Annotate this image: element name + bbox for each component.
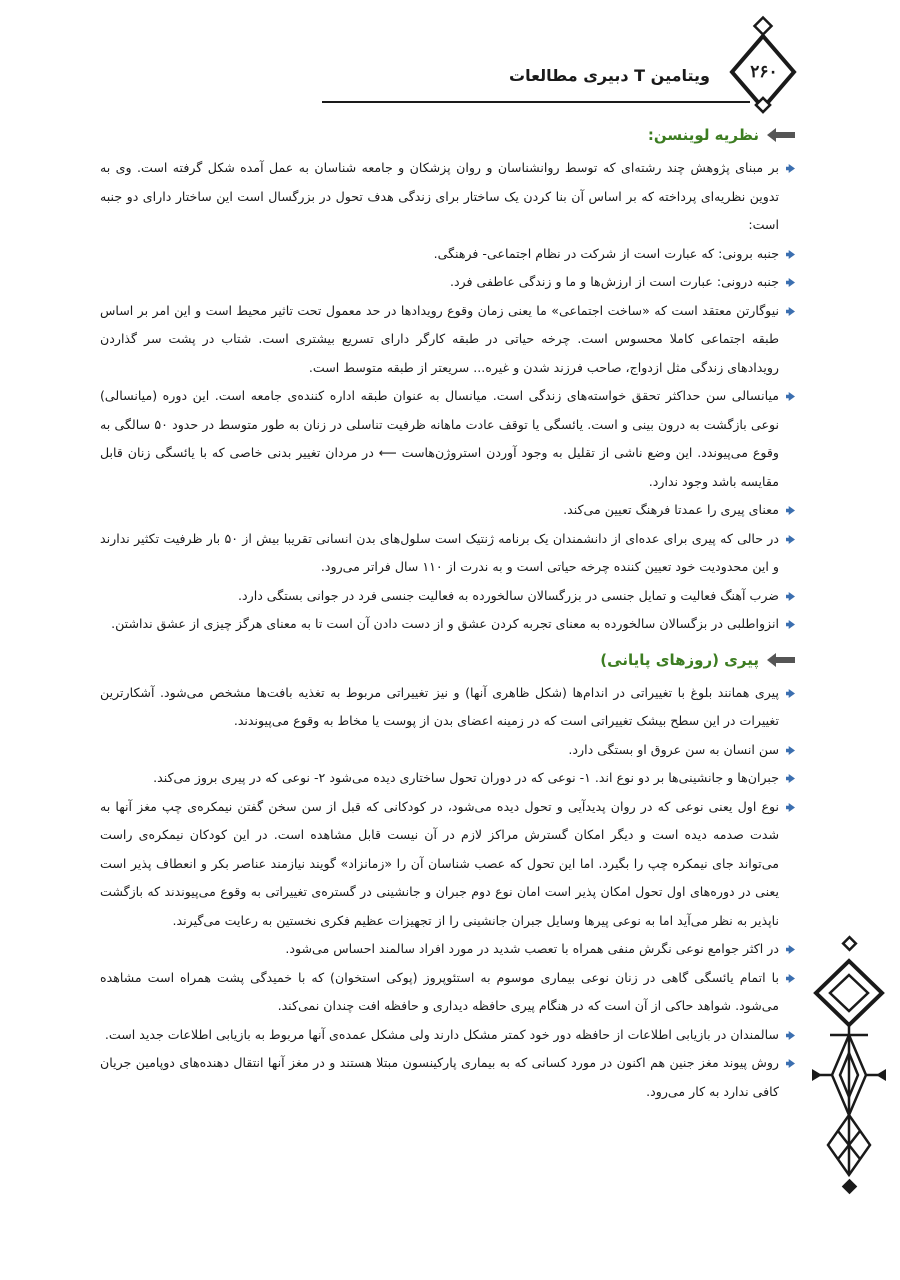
- list-item: در حالی که پیری برای عده‌ای از دانشمندان یک برنامه ژنتیک است سلول‌های بدن انسانی تقریبا بیش از ۵۰ بار ظرفیت تکثیر ندارند و این محدودیت خود تعیین کننده چرخه حیاتی است و به ندرت از ۱۱۰ سال فراتر می‌رود.: [100, 525, 795, 582]
- list-item: با اتمام یائسگی گاهی در زنان نوعی بیماری موسوم به استئوپروز (پوکی استخوان) که با خمیدگی پشت همراه است مشاهده می‌شود. شواهد حاکی از آن است که در هنگام پیری حافظه دیداری و حافظه افت چندان نمی‌کند.: [100, 964, 795, 1021]
- list-item: نوع اول یعنی نوعی که در روان پدیدآیی و تحول دیده می‌شود، در کودکانی که قبل از سن سخن گفتن نیمکره‌ی چپ مغز آنها به شدت صدمه دیده است و دیگر امکان گسترش مراکز لازم در آن نیست قابل مشاهده است. در این کودکان نیمکره‌ی راست می‌تواند جای نیمکره چپ را بگیرد. اما این تحول که عصب شناسان آن را «زمانزاد» گویند نیازمند عناصر بکر و انعطاف پذیر است یعنی در دوره‌های اول تحول امکان پذیر است امان نوع دوم جبران و جانشینی در گستره‌ی تغییراتی به وقوع می‌پیوندند که بازگشت ناپذیر به نظر می‌آید اما به نوعی پیرها وسایل جبران جانشینی را از تجهیزات عظیم فکری نخستین به رعایت می‌گیرند.: [100, 793, 795, 936]
- header-rule: [322, 101, 750, 103]
- list-item: پیری همانند بلوغ با تغییراتی در اندام‌ها (شکل ظاهری آنها) و نیز تغییراتی مربوط به تغذیه بافت‌ها مشخص می‌شود. آشکارترین تغییرات در این سطح بیشک تغییراتی است که در زمینه اعضای بدن از پوست یا مخاط به وقوع می‌پیوندند.: [100, 679, 795, 736]
- bullet-arrow-icon: [786, 250, 795, 259]
- bullet-arrow-icon: [786, 945, 795, 954]
- bullet-arrow-icon: [786, 1031, 795, 1040]
- bullet-arrow-icon: [786, 592, 795, 601]
- arrow-left-icon: [767, 653, 795, 667]
- bullet-arrow-icon: [786, 803, 795, 812]
- list-item: جنبه درونی: عبارت است از ارزش‌ها و ما و زندگی عاطفی فرد.: [100, 268, 795, 297]
- list-item: جنبه برونی: که عبارت است از شرکت در نظام اجتماعی- فرهنگی.: [100, 240, 795, 269]
- list-item: جبران‌ها و جانشینی‌ها بر دو نوع اند. ۱- نوعی که در دوران تحول ساختاری دیده می‌شود ۲- نوعی که در پیری بروز می‌کند.: [100, 764, 795, 793]
- section-old-age: [100, 651, 795, 1107]
- side-geometric-ornament: [808, 935, 890, 1200]
- section-levinson: [100, 126, 795, 639]
- list-item: ضرب آهنگ فعالیت و تمایل جنسی در بزرگسالان سالخورده به فعالیت جنسی فرد در جوانی بستگی دارد.: [100, 582, 795, 611]
- bullet-arrow-icon: [786, 535, 795, 544]
- section-heading: [100, 126, 795, 144]
- bullet-arrow-icon: [786, 278, 795, 287]
- list-item: میانسالی سن حداکثر تحقق خواسته‌های زندگی است. میانسال به عنوان طبقه اداره کننده‌ی جامعه است. این دوره (میانسالی) نوعی بازگشت به درون بینی و است. یائسگی یا توقف عادت ماهانه ظرفیت تناسلی در زنان به طور متوسط در حدود ۵۰ سالگی به وقوع می‌پیوندد. این وضع ناشی از تقلیل به وجود آوردن استروژن‌هاست ⟵ در مردان تغییر بدنی خاصی که با یائسگی زنان قابل مقایسه باشد وجود ندارد.: [100, 382, 795, 496]
- list-item: بر مبنای پژوهش چند رشته‌ای که توسط روانشناسان و روان پزشکان و جامعه شناسان به عمل آمده شکل گرفته است. وی به تدوین نظریه‌ای پرداخته که بر اساس آن بنا کردن یک ساختار برای زندگی هدف تحول در بزرگسال است این ساختار دارای دو جنبه است:: [100, 154, 795, 240]
- bullet-arrow-icon: [786, 974, 795, 983]
- bullet-arrow-icon: [786, 164, 795, 173]
- bullet-arrow-icon: [786, 392, 795, 401]
- list-item: انزواطلبی در بزگسالان سالخورده به معنای تجربه کردن عشق و از دست دادن آن است تا به معنای هرگز چیزی از عشق نداشتن.: [100, 610, 795, 639]
- bullet-arrow-icon: [786, 620, 795, 629]
- section-heading-text: پیری (روزهای پایانی): [600, 650, 759, 669]
- bullet-arrow-icon: [786, 774, 795, 783]
- list-item: معنای پیری را عمدتا فرهنگ تعیین می‌کند.: [100, 496, 795, 525]
- bullet-arrow-icon: [786, 1059, 795, 1068]
- list-item: نیوگارتن معتقد است که «ساخت اجتماعی» ما یعنی زمان وقوع رویدادها در حد معمول تحت تاثیر محیط است و این امر بر اساس طبقه اجتماعی کاملا محسوس است. چرخه حیاتی در طبقه کارگر دارای تسریع بیشتری است. شتاب در پشت سر گذاردن رویدادهای زندگی مثل ازدواج، صاحب فرزند شدن و غیره... سریعتر از طبقه متوسط است.: [100, 297, 795, 383]
- bullet-arrow-icon: [786, 689, 795, 698]
- list-item: سن انسان به سن عروق او بستگی دارد.: [100, 736, 795, 765]
- list-item: سالمندان در بازیابی اطلاعات از حافظه دور خود کمتر مشکل دارند ولی مشکل عمده‌ی آنها مربوط به بازیابی اطلاعات جدید است.: [100, 1021, 795, 1050]
- bullet-arrow-icon: [786, 307, 795, 316]
- page-content: [100, 126, 795, 1106]
- list-item: روش پیوند مغز جنین هم اکنون در مورد کسانی که به بیماری پارکینسون مبتلا هستند و در مغز آنها انتقال دهنده‌های دوپامین جریان کافی ندارد به کار می‌رود.: [100, 1049, 795, 1106]
- header-title: ویتامین T دبیری مطالعات: [509, 66, 710, 85]
- list-item: در اکثر جوامع نوعی نگرش منفی همراه با تعصب شدید در مورد افراد سالمند احساس می‌شود.: [100, 935, 795, 964]
- bullet-arrow-icon: [786, 506, 795, 515]
- section-heading-text: نظریه لوینسن:: [647, 126, 759, 144]
- page-number: ۲۶۰: [750, 62, 778, 82]
- bullet-arrow-icon: [786, 746, 795, 755]
- arrow-left-icon: [767, 128, 795, 142]
- section-heading: [100, 651, 795, 669]
